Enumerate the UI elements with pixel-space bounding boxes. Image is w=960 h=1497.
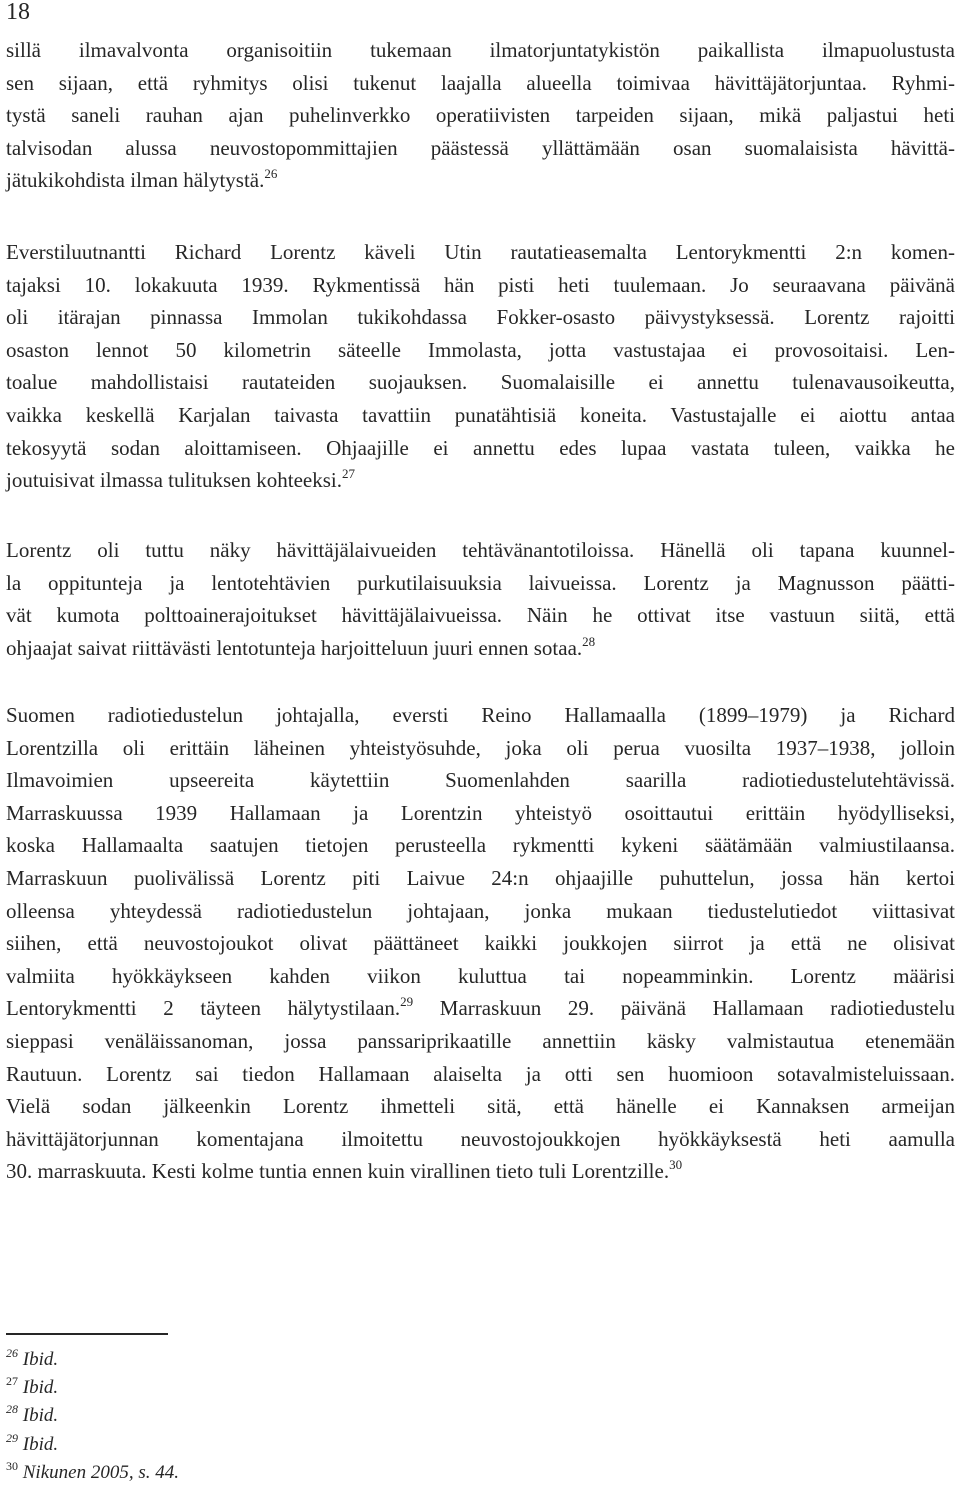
paragraph-3	[6, 534, 955, 664]
footnote-ref-26: 26	[264, 166, 278, 182]
line-text: joutuisivat ilmassa tulituksen kohteeksi.	[6, 468, 342, 493]
text-line: Marraskuun puolivälissä Lorentz piti Laivue 24:n ohjaajille puhuttelun, jossa hän kertoi	[6, 865, 955, 890]
footnote-29	[6, 1431, 179, 1459]
line-text-after: Marraskuun 29. päivänä Hallamaan radiotiedustelu	[413, 996, 956, 1021]
footnote-30	[6, 1459, 179, 1487]
text-line: koska Hallamaalta saatujen tietojen perusteella rykmentti kykeni säätämään valmiustilaansa.	[6, 833, 955, 858]
line-text: 30. marraskuuta. Kesti kolme tuntia ennen kuin virallinen tieto tuli Lorentzille.	[6, 1159, 670, 1184]
text-line: valmiita hyökkäykseen kahden viikon kuluttua tai nopeamminkin. Lorentz määrisi	[6, 963, 955, 988]
text-line	[6, 632, 955, 665]
paragraph-1	[6, 34, 955, 197]
text-line: talvisodan alussa neuvostopommittajien päästessä yllättämään osan suomalaisista hävittä-	[6, 135, 955, 160]
text-line: tekosyytä sodan aloittamiseen. Ohjaajille ei annettu edes lupaa vastata tuleen, vaikka he	[6, 435, 955, 460]
footnote-ref-30: 30	[669, 1157, 683, 1173]
footnote-text: Ibid.	[22, 1433, 59, 1455]
footnote-number: 27	[6, 1374, 18, 1389]
footnote-number: 26	[6, 1346, 18, 1360]
footnote-28	[6, 1402, 179, 1430]
page-number: 18	[6, 0, 30, 25]
footnote-text: Ibid.	[22, 1405, 59, 1427]
footnote-ref-27: 27	[341, 466, 355, 482]
footnote-27	[6, 1374, 179, 1402]
text-line: Everstiluutnantti Richard Lorentz käveli Utin rautatieasemalta Lentorykmentti 2:n komen-	[6, 240, 955, 264]
text-line: oli itärajan pinnassa Immolan tukikohdassa Fokker-osasto päivystyksessä. Lorentz rajoitti	[6, 305, 955, 330]
text-line: sieppasi venäläissanoman, jossa panssariprikaatille annettiin käsky valmistautua etenemään	[6, 1028, 955, 1053]
text-line	[6, 164, 955, 197]
line-text: ohjaajat saivat riittävästi lentotunteja harjoitteluun juuri ennen sotaa.	[6, 635, 583, 660]
footnotes	[6, 1346, 179, 1487]
footnote-26	[6, 1346, 179, 1374]
footnote-number: 29	[6, 1430, 18, 1445]
text-line: Suomen radiotiedustelun johtajalla, eversti Reino Hallamaalla (1899–1979) ja Richard	[6, 703, 955, 727]
text-line	[6, 992, 955, 1025]
footnote-ref-28: 28	[582, 633, 596, 649]
text-line	[6, 1155, 955, 1188]
text-line: vät kumota polttoainerajoitukset hävittäjälaivueissa. Näin he ottivat itse vastuun siitä, että	[6, 603, 955, 628]
text-line: tystä saneli rauhan ajan puhelinverkko operatiivisten tarpeiden sijaan, mikä paljastui heti	[6, 103, 955, 128]
paragraph-2	[6, 236, 955, 497]
text-line: toalue mahdollistaisi rautateiden suojauksen. Suomalaisille ei annettu tulenavausoikeutta,	[6, 370, 955, 395]
footnote-ref-29: 29	[400, 994, 414, 1010]
footnote-text: Ibid.	[22, 1377, 59, 1399]
text-line: Rautuun. Lorentz sai tiedon Hallamaan alaiselta ja otti sen huomioon sotavalmisteluissaan.	[6, 1061, 955, 1086]
footnote-text: Nikunen 2005, s. 44.	[22, 1461, 179, 1483]
text-line: Ilmavoimien upseereita käytettiin Suomenlahden saarilla radiotiedustelutehtävissä.	[6, 768, 955, 793]
footnote-number: 28	[6, 1402, 18, 1417]
text-line: Vielä sodan jälkeenkin Lorentz ihmetteli sitä, että hänelle ei Kannaksen armeijan	[6, 1094, 955, 1119]
text-line: sillä ilmavalvonta organisoitiin tukemaan ilmatorjuntatykistön paikallista ilmapuolustusta	[6, 38, 955, 62]
footnote-divider	[6, 1333, 168, 1335]
line-text: jätukikohdista ilman hälytystä.	[6, 168, 265, 193]
text-line: olleensa yhteydessä radiotiedustelun johtajaan, jonka mukaan tiedustelutiedot viittasivat	[6, 898, 955, 923]
text-line: sen sijaan, että ryhmitys olisi tukenut laajalla alueella toimivaa hävittäjätorjuntaa. Ryhmi-	[6, 70, 955, 95]
footnote-text: Ibid.	[22, 1349, 59, 1370]
text-line: hävittäjätorjunnan komentajana ilmoitettu neuvostojoukkojen hyökkäyksestä heti aamulla	[6, 1126, 955, 1151]
text-line: Marraskuussa 1939 Hallamaan ja Lorentzin yhteistyö osoittautui erittäin hyödylliseksi,	[6, 800, 955, 825]
text-line: siihen, että neuvostojoukot olivat päättäneet kaikki joukkojen siirrot ja että ne olisivat	[6, 931, 955, 956]
text-line	[6, 464, 955, 497]
text-line: Lorentzilla oli erittäin läheinen yhteistyösuhde, joka oli perua vuosilta 1937–1938, jolloin	[6, 735, 955, 760]
footnote-number: 30	[6, 1458, 18, 1473]
text-line: tajaksi 10. lokakuuta 1939. Rykmentissä hän pisti heti tuulemaan. Jo seuraavana päivänä	[6, 272, 955, 297]
text-line: vaikka keskellä Karjalan taivasta tavattiin punatähtisiä koneita. Vastustajalle ei aiottu antaa	[6, 402, 955, 427]
text-line: osaston lennot 50 kilometrin säteelle Immolasta, jotta vastustajaa ei provosoitaisi. Len-	[6, 337, 955, 362]
paragraph-4	[6, 699, 955, 1188]
text-line: Lorentz oli tuttu näky hävittäjälaivueiden tehtävänantotiloissa. Hänellä oli tapana kuunnel-	[6, 538, 955, 562]
text-line: la oppitunteja ja lentotehtävien purkutilaisuuksia laivueissa. Lorentz ja Magnusson päätti-	[6, 570, 955, 595]
line-text: Lentorykmentti 2 täyteen hälytystilaan.	[6, 996, 401, 1021]
